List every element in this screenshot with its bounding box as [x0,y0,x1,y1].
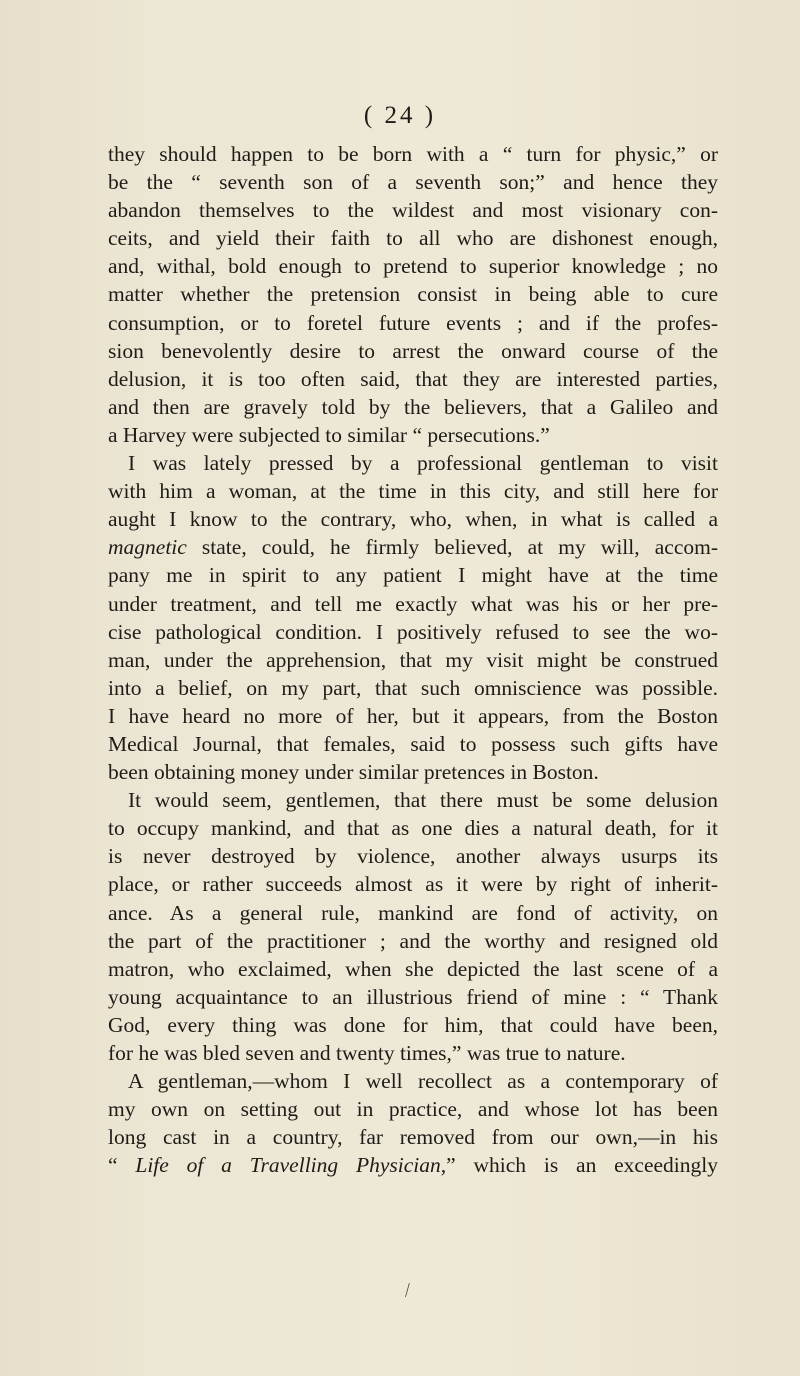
ink-mark: ∕ [402,1280,413,1300]
text-line: matron, who exclaimed, when she depicted the last scene of a [108,956,718,981]
text-line: consumption, or to foretel future events ; and if the profes- [108,310,718,335]
quote-open: “ [108,1153,136,1178]
text-line: sion benevolently desire to arrest the onward course of the [108,338,718,363]
page-header: ( 24 ) [363,102,437,129]
text-line: place, or rather succeeds almost as it were by right of inherit- [108,872,718,897]
text-fragment: state, could, he firmly believed, at my will, accom- [201,535,718,560]
text-line: A gentleman,—whom I well recollect as a contemporary of [128,1069,718,1094]
text-line: a Harvey were subjected to similar “ persecutions.” [108,422,550,447]
text-line-magnetic [108,533,718,561]
text-line: Medical Journal, that females, said to possess such gifts have [108,731,718,756]
text-line: ceits, and yield their faith to all who are dishonest enough, [108,226,718,251]
text-line: ance. As a general rule, mankind are fond of activity, on [108,900,718,925]
text-line: be the “ seventh son of a seventh son;” and hence they [108,170,718,195]
body-text [108,140,718,1179]
italic-title: Life of a Travelling Physician, [135,1153,447,1178]
text-line: been obtaining money under similar pretences in Boston. [108,760,599,785]
text-line: man, under the apprehension, that my visit might be construed [108,647,718,672]
text-line: cise pathological condition. I positively refused to see the wo- [108,619,718,644]
text-line: I was lately pressed by a professional gentleman to visit [128,451,718,476]
italic-magnetic: magnetic [108,535,187,560]
text-line: abandon themselves to the wildest and most visionary con- [108,198,718,223]
text-line: under treatment, and tell me exactly what was his or her pre- [108,591,718,616]
text-line: delusion, it is too often said, that they are interested parties, [108,366,718,391]
text-line: and, withal, bold enough to pretend to superior knowledge ; no [108,254,718,279]
text-line: to occupy mankind, and that as one dies a natural death, for it [108,816,718,841]
text-line: and then are gravely told by the believers, that a Galileo and [108,394,718,419]
text-fragment: which is an exceedingly [473,1153,719,1178]
text-line-title [108,1151,718,1179]
quote-close: ” [446,1153,474,1178]
text-line: my own on setting out in practice, and whose lot has been [108,1097,718,1122]
text-line: they should happen to be born with a “ turn for physic,” or [108,142,718,166]
text-line: with him a woman, at the time in this city, and still here for [108,479,718,504]
text-line: into a belief, on my part, that such omniscience was possible. [108,675,718,700]
text-line: is never destroyed by violence, another always usurps its [108,844,718,869]
text-line: matter whether the pretension consist in being able to cure [108,282,718,307]
text-line: long cast in a country, far removed from our own,—in his [108,1125,718,1150]
text-line: aught I know to the contrary, who, when, in what is called a [108,507,718,532]
text-line: pany me in spirit to any patient I might have at the time [108,563,718,588]
text-line: for he was bled seven and twenty times,” was true to nature. [108,1041,626,1065]
text-line: the part of the practitioner ; and the worthy and resigned old [108,928,718,953]
text-line: God, every thing was done for him, that could have been, [108,1012,718,1037]
text-line: I have heard no more of her, but it appears, from the Boston [108,703,718,728]
text-line: young acquaintance to an illustrious friend of mine : “ Thank [108,984,718,1009]
text-line: It would seem, gentlemen, that there must be some delusion [128,788,718,813]
